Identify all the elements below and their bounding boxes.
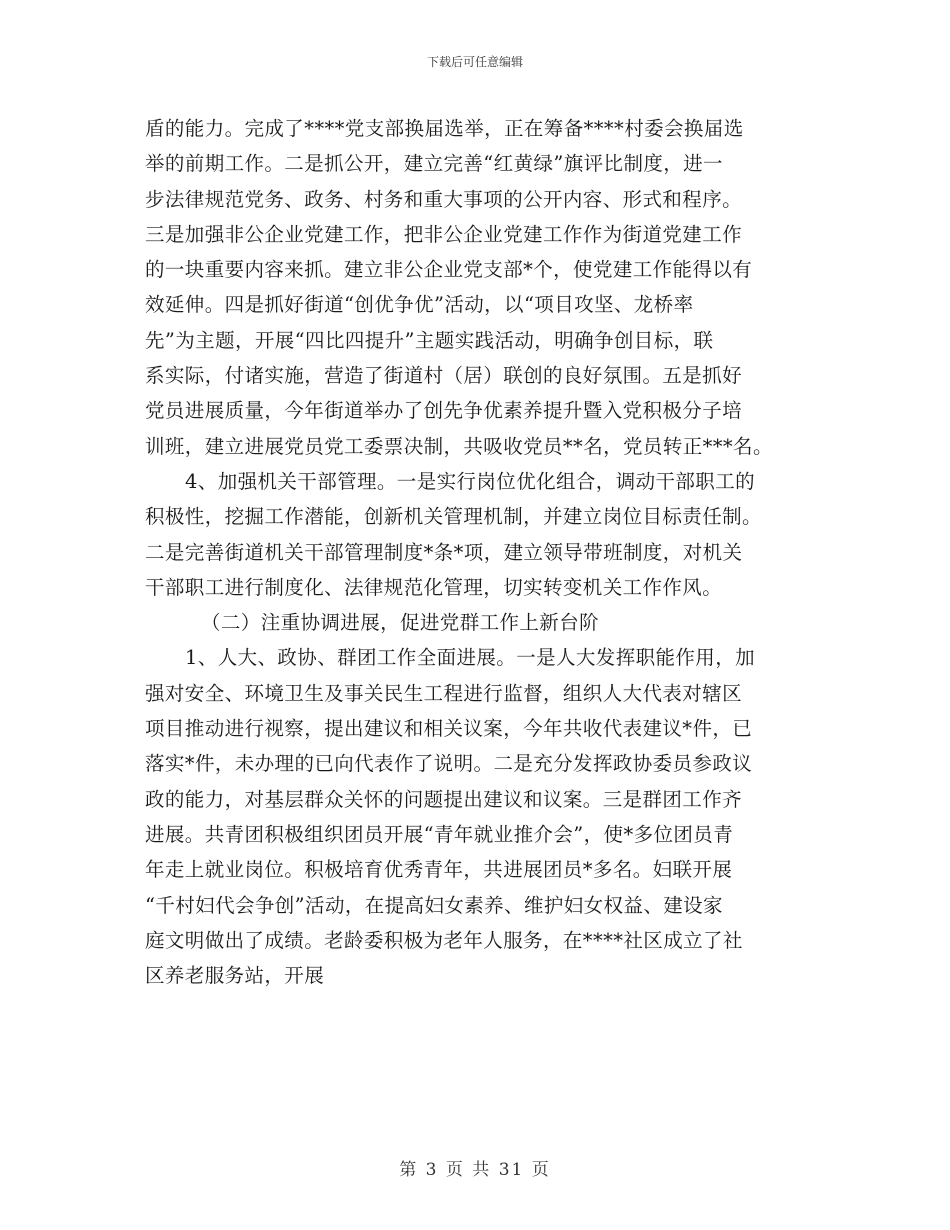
text-line: 的一块重要内容来抓。建立非公企业党支部*个，使党建工作能得以有 [145, 258, 753, 282]
text-line: 政的能力，对基层群众关怀的问题提出建议和议案。三是群团工作齐 [145, 787, 743, 811]
text-line: 训班，建立进展党员党工委票决制，共吸收党员**名，党员转正***名。 [145, 434, 773, 458]
text-line: 项目推动进行视察，提出建议和相关议案，今年共收代表建议*件，已 [145, 717, 753, 741]
section-heading: （二）注重协调进展，促进党群工作上新台阶 [201, 611, 600, 635]
text-line: 三是加强非公企业党建工作，把非公企业党建工作作为街道党建工作 [145, 222, 743, 246]
text-line: 举的前期工作。二是抓公开，建立完善“红黄绿”旗评比制度，进一 [145, 152, 723, 176]
text-line: 干部职工进行制度化、法律规范化管理，切实转变机关工作作风。 [145, 575, 723, 599]
text-line: 强对安全、环境卫生及事关民生工程进行监督，组织人大代表对辖区 [145, 681, 743, 705]
text-line: 系实际，付诸实施，营造了街道村（居）联创的良好氛围。五是抓好 [145, 364, 743, 388]
footer-total-pages: 31 [498, 1160, 525, 1180]
page-footer [0, 1155, 950, 1180]
text-line: “千村妇代会争创”活动，在提高妇女素养、维护妇女权益、建设家 [145, 893, 723, 917]
text-line: 党员进展质量，今年街道举办了创先争优素养提升暨入党积极分子培 [145, 399, 743, 423]
text-line: 区养老服务站，开展 [145, 964, 325, 988]
text-line: 盾的能力。完成了****党支部换届选举，正在筹备****村委会换届选 [145, 117, 744, 140]
footer-suffix: 页 [531, 1160, 551, 1180]
text-line: 落实*件，未办理的已向代表作了说明。二是充分发挥政协委员参政议 [145, 752, 753, 776]
paragraph-start-line: 1、人大、政协、群团工作全面进展。一是人大发挥职能作用，加 [185, 646, 756, 670]
paragraph-start-line: 4、加强机关干部管理。一是实行岗位优化组合，调动干部职工的 [185, 469, 756, 493]
text-line: 步法律规范党务、政务、村务和重大事项的公开内容、形式和程序。 [145, 187, 743, 211]
text-line: 先”为主题，开展“四比四提升”主题实践活动，明确争创目标，联 [145, 328, 714, 352]
text-line: 效延伸。四是抓好街道“创优争优”活动，以“项目攻坚、龙桥率 [145, 293, 694, 317]
footer-prefix: 第 [399, 1160, 419, 1180]
text-line: 二是完善街道机关干部管理制度*条*项，建立领导带班制度，对机关 [145, 540, 743, 564]
footer-middle: 页 共 [445, 1160, 492, 1180]
text-line: 庭文明做出了成绩。老龄委积极为老年人服务，在****社区成立了社 [145, 928, 743, 952]
footer-page-number: 3 [425, 1160, 439, 1180]
page-header: 下载后可任意编辑 [426, 55, 523, 69]
text-line: 年走上就业岗位。积极培育优秀青年，共进展团员*多名。妇联开展 [145, 858, 733, 882]
text-line: 积极性，挖掘工作潜能，创新机关管理机制，并建立岗位目标责任制。 [145, 505, 762, 529]
text-line: 进展。共青团积极组织团员开展“青年就业推介会”，使*多位团员青 [145, 822, 734, 846]
document-body [145, 111, 825, 993]
